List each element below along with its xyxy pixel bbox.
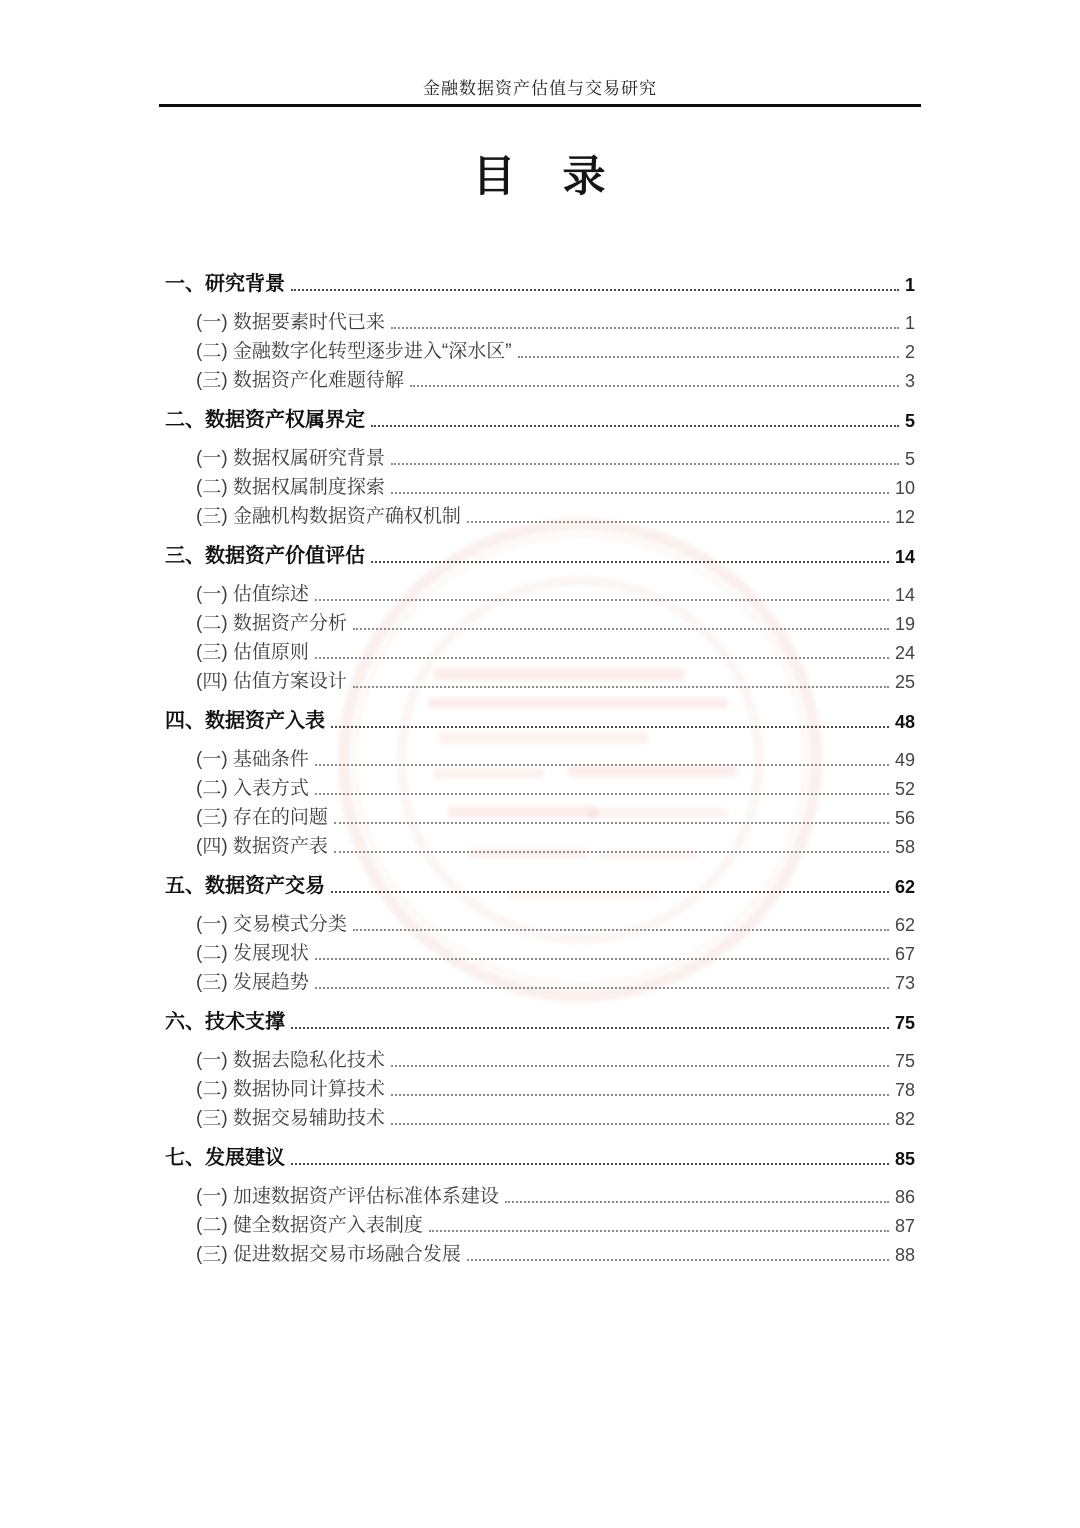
toc-chapter-entry-page-number: 1	[904, 275, 915, 295]
toc-subsection-entry-label: (二) 发展现状	[196, 943, 309, 964]
toc-subsection-entry	[165, 664, 915, 693]
toc-chapter-entry-page-number: 75	[894, 1013, 915, 1033]
toc-subsection-entry	[165, 1043, 915, 1072]
toc-subsection-entry-label: (三) 数据交易辅助技术	[196, 1108, 385, 1129]
toc-subsection-entry-page-number: 56	[894, 808, 915, 828]
dotted-leader	[391, 1094, 889, 1096]
toc-chapter-entry-page-number: 85	[894, 1149, 915, 1169]
toc-subsection-entry-page-number: 88	[894, 1245, 915, 1265]
toc-subsection-entry-page-number: 19	[894, 614, 915, 634]
toc-subsection-entry-page-number: 12	[894, 507, 915, 527]
toc-chapter-entry	[165, 1004, 915, 1034]
dotted-leader	[291, 289, 899, 291]
toc-chapter-entry	[165, 266, 915, 296]
toc-subsection-entry-page-number: 49	[894, 750, 915, 770]
toc-chapter-entry-label: 七、发展建议	[165, 1147, 285, 1169]
dotted-leader	[291, 1027, 889, 1029]
toc-subsection-entry	[165, 606, 915, 635]
toc-chapter-entry-page-number: 5	[904, 411, 915, 431]
dotted-leader	[391, 327, 899, 329]
running-header	[159, 74, 921, 107]
dotted-leader	[353, 628, 889, 630]
toc-subsection-entry	[165, 1237, 915, 1266]
toc-subsection-entry-label: (三) 估值原则	[196, 642, 309, 663]
page-title: 目 录	[472, 154, 608, 201]
toc-subsection-entry	[165, 965, 915, 994]
dotted-leader	[518, 356, 899, 358]
dotted-leader	[331, 726, 889, 728]
toc-subsection-entry-page-number: 14	[894, 585, 915, 605]
dotted-leader	[334, 822, 889, 824]
toc-chapter-entry-page-number: 14	[894, 547, 915, 567]
toc-subsection-entry-page-number: 2	[904, 342, 915, 362]
toc-subsection-entry-page-number: 5	[904, 449, 915, 469]
toc-chapter-entry-page-number: 62	[894, 877, 915, 897]
toc-section	[165, 1140, 915, 1266]
dotted-leader	[391, 1123, 889, 1125]
toc-subsection-entry-label: (二) 健全数据资产入表制度	[196, 1215, 423, 1236]
toc-subsection-entry-page-number: 82	[894, 1109, 915, 1129]
toc-section	[165, 266, 915, 392]
toc-subsection-entry-label: (三) 数据资产化难题待解	[196, 370, 404, 391]
toc-chapter-entry-label: 四、数据资产入表	[165, 710, 325, 732]
toc-subsection-entry-page-number: 25	[894, 672, 915, 692]
dotted-leader	[353, 686, 889, 688]
toc-subsection-entry-label: (二) 入表方式	[196, 778, 309, 799]
toc-subsection-entry-label: (三) 发展趋势	[196, 972, 309, 993]
dotted-leader	[315, 793, 889, 795]
toc-subsection-entry-page-number: 58	[894, 837, 915, 857]
toc-subsection-entry	[165, 742, 915, 771]
dotted-leader	[410, 385, 899, 387]
toc-chapter-entry-label: 二、数据资产权属界定	[165, 409, 365, 431]
toc-subsection-entry	[165, 305, 915, 334]
toc-subsection-entry	[165, 907, 915, 936]
toc-subsection-entry	[165, 363, 915, 392]
toc-subsection-entry-label: (一) 数据要素时代已来	[196, 312, 385, 333]
toc-subsection-entry-page-number: 75	[894, 1051, 915, 1071]
dotted-leader	[315, 987, 889, 989]
toc-subsection-entry-page-number: 87	[894, 1216, 915, 1236]
dotted-leader	[315, 657, 889, 659]
toc-subsection-entry-label: (三) 存在的问题	[196, 807, 328, 828]
toc-subsection-entry-label: (二) 金融数字化转型逐步进入“深水区”	[196, 341, 512, 362]
toc-subsection-entry-page-number: 78	[894, 1080, 915, 1100]
toc-subsection-entry	[165, 441, 915, 470]
toc-section	[165, 538, 915, 693]
toc-subsection-entry-label: (一) 加速数据资产评估标准体系建设	[196, 1186, 499, 1207]
dotted-leader	[391, 463, 899, 465]
running-header-title: 金融数据资产估值与交易研究	[423, 79, 657, 98]
toc-subsection-entry-label: (一) 估值综述	[196, 584, 309, 605]
toc-subsection-entry	[165, 470, 915, 499]
dotted-leader	[315, 599, 889, 601]
toc-subsection-entry-label: (一) 基础条件	[196, 749, 309, 770]
toc-section	[165, 703, 915, 858]
toc-subsection-entry-label: (四) 数据资产表	[196, 836, 328, 857]
dotted-leader	[391, 1065, 889, 1067]
toc-subsection-entry	[165, 1101, 915, 1130]
toc	[165, 266, 915, 1266]
dotted-leader	[391, 492, 889, 494]
toc-subsection-entry-label: (四) 估值方案设计	[196, 671, 347, 692]
toc-subsection-entry-page-number: 62	[894, 915, 915, 935]
toc-chapter-entry	[165, 538, 915, 568]
toc-subsection-entry-page-number: 10	[894, 478, 915, 498]
toc-subsection-entry-label: (一) 交易模式分类	[196, 914, 347, 935]
toc-subsection-entry	[165, 936, 915, 965]
toc-subsection-entry-label: (三) 金融机构数据资产确权机制	[196, 506, 461, 527]
dotted-leader	[315, 764, 889, 766]
toc-section	[165, 402, 915, 528]
toc-subsection-entry-label: (三) 促进数据交易市场融合发展	[196, 1244, 461, 1265]
toc-chapter-entry	[165, 703, 915, 733]
toc-chapter-entry-label: 五、数据资产交易	[165, 875, 325, 897]
toc-subsection-entry-page-number: 3	[904, 371, 915, 391]
dotted-leader	[371, 425, 899, 427]
dotted-leader	[467, 1259, 889, 1261]
dotted-leader	[331, 891, 889, 893]
dotted-leader	[334, 851, 889, 853]
toc-chapter-entry-page-number: 48	[894, 712, 915, 732]
toc-subsection-entry-page-number: 73	[894, 973, 915, 993]
dotted-leader	[467, 521, 889, 523]
toc-subsection-entry	[165, 1179, 915, 1208]
toc-subsection-entry-page-number: 24	[894, 643, 915, 663]
dotted-leader	[353, 929, 889, 931]
toc-subsection-entry-label: (一) 数据去隐私化技术	[196, 1050, 385, 1071]
toc-chapter-entry-label: 三、数据资产价值评估	[165, 545, 365, 567]
dotted-leader	[371, 561, 889, 563]
toc-subsection-entry-label: (二) 数据协同计算技术	[196, 1079, 385, 1100]
toc-subsection-entry	[165, 334, 915, 363]
dotted-leader	[429, 1230, 889, 1232]
toc-section	[165, 868, 915, 994]
toc-chapter-entry	[165, 1140, 915, 1170]
toc-subsection-entry-label: (二) 数据资产分析	[196, 613, 347, 634]
toc-chapter-entry-label: 一、研究背景	[165, 273, 285, 295]
toc-chapter-entry	[165, 402, 915, 432]
toc-subsection-entry	[165, 800, 915, 829]
toc-subsection-entry-label: (一) 数据权属研究背景	[196, 448, 385, 469]
toc-subsection-entry	[165, 771, 915, 800]
toc-subsection-entry	[165, 499, 915, 528]
toc-chapter-entry	[165, 868, 915, 898]
toc-subsection-entry	[165, 577, 915, 606]
toc-subsection-entry	[165, 635, 915, 664]
toc-section	[165, 1004, 915, 1130]
toc-subsection-entry-page-number: 86	[894, 1187, 915, 1207]
toc-chapter-entry-label: 六、技术支撑	[165, 1011, 285, 1033]
toc-subsection-entry-page-number: 67	[894, 944, 915, 964]
toc-subsection-entry-label: (二) 数据权属制度探索	[196, 477, 385, 498]
dotted-leader	[505, 1201, 889, 1203]
toc-subsection-entry	[165, 1072, 915, 1101]
toc-subsection-entry	[165, 829, 915, 858]
dotted-leader	[291, 1163, 889, 1165]
toc-subsection-entry-page-number: 1	[904, 313, 915, 333]
dotted-leader	[315, 958, 889, 960]
toc-subsection-entry	[165, 1208, 915, 1237]
toc-subsection-entry-page-number: 52	[894, 779, 915, 799]
